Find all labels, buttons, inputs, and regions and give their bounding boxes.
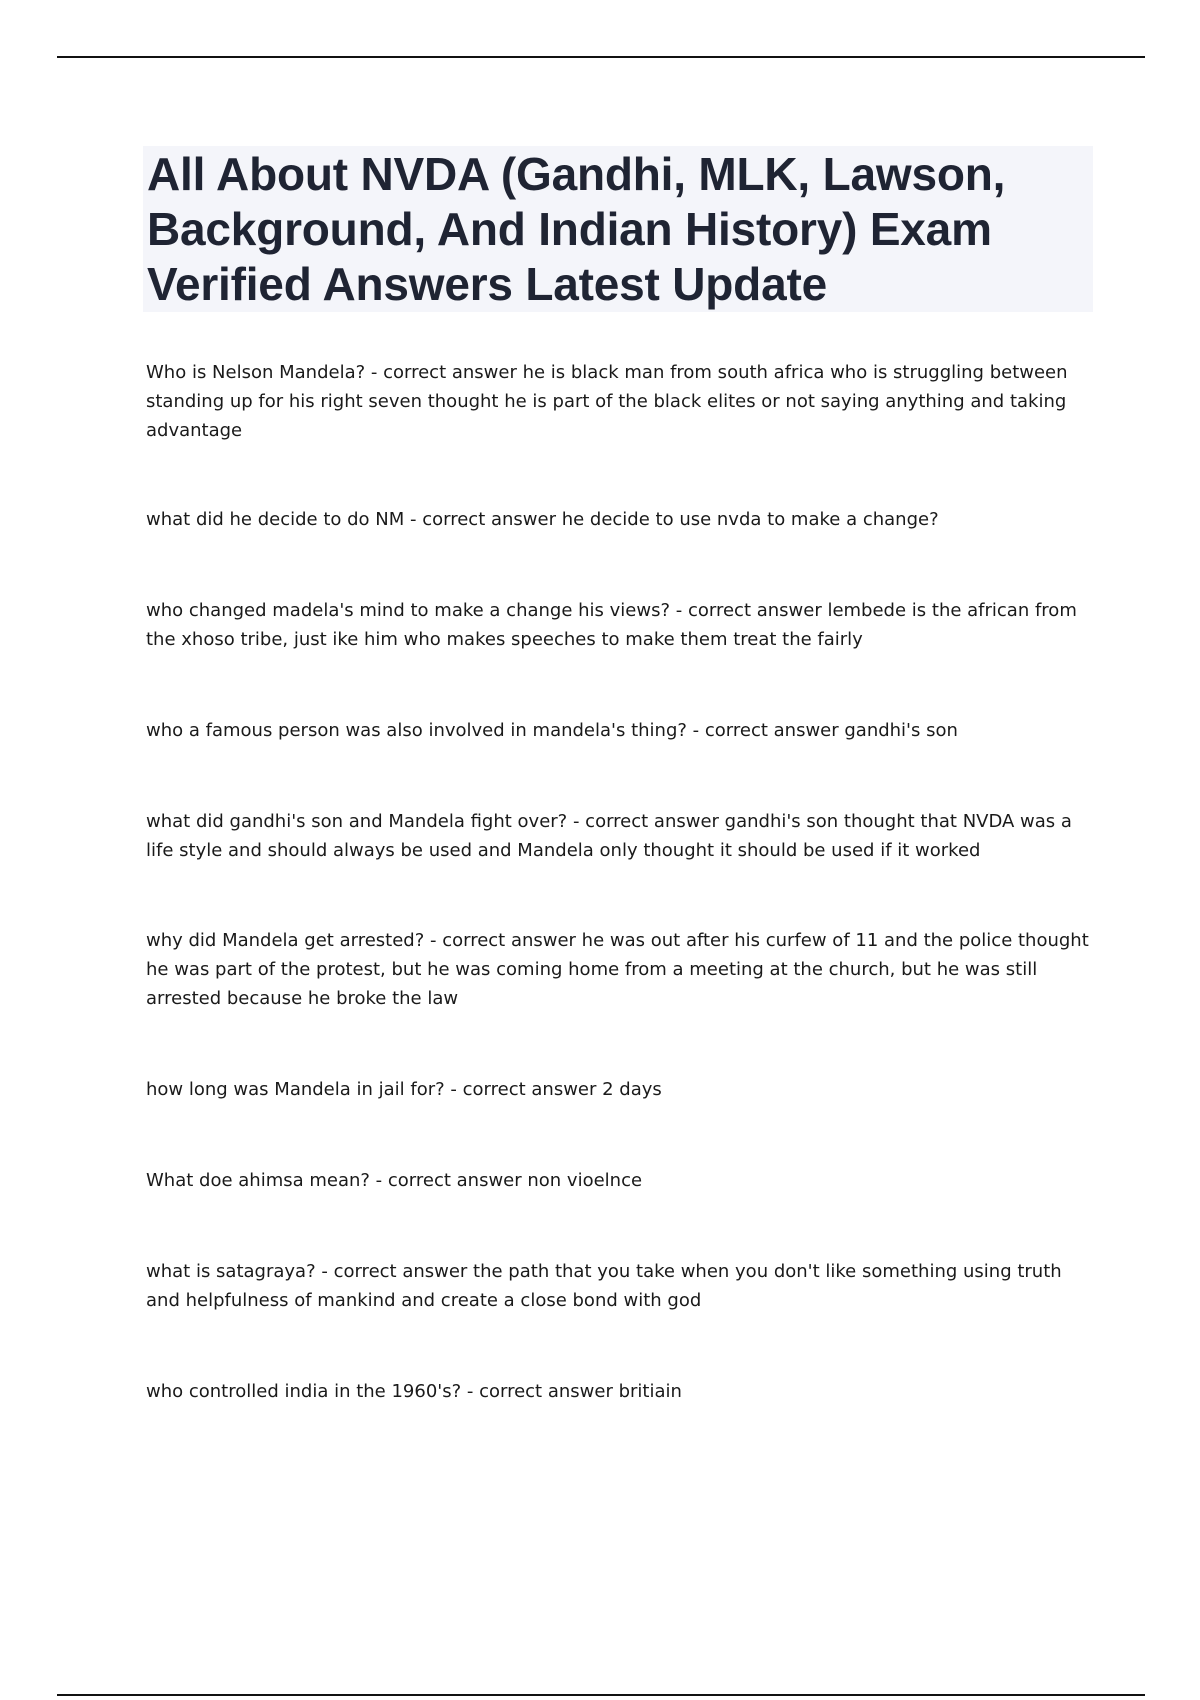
qa-item: What doe ahimsa mean? - correct answer non vioelnce xyxy=(146,1170,643,1191)
qa-item: who changed madela's mind to make a change his views? - correct answer lembede is the african from the xhoso tribe, just ike him who makes speeches to make them treat the fairly xyxy=(146,600,1077,650)
bottom-rule xyxy=(57,1694,1145,1696)
title-block xyxy=(143,146,1093,312)
qa-item: who a famous person was also involved in mandela's thing? - correct answer gandhi's son xyxy=(146,720,958,741)
qa-item: why did Mandela get arrested? - correct answer he was out after his curfew of 11 and the police thought he was part of the protest, but he was coming home from a meeting at the church, but he was still arrested because he broke the law xyxy=(146,930,1089,1009)
qa-item: how long was Mandela in jail for? - correct answer 2 days xyxy=(146,1079,662,1100)
qa-item: what did gandhi's son and Mandela fight over? - correct answer gandhi's son thought that NVDA was a life style and should always be used and Mandela only thought it should be used if it worked xyxy=(146,811,1072,861)
qa-item: who controlled india in the 1960's? - correct answer britiain xyxy=(146,1381,682,1402)
qa-item: what is satagraya? - correct answer the path that you take when you don't like something using truth and helpfulness of mankind and create a close bond with god xyxy=(146,1261,1062,1311)
qa-item: what did he decide to do NM - correct answer he decide to use nvda to make a change? xyxy=(146,509,939,530)
top-rule xyxy=(57,56,1145,58)
qa-item: Who is Nelson Mandela? - correct answer he is black man from south africa who is struggling between standing up for his right seven thought he is part of the black elites or not saying anything and taking advantage xyxy=(146,362,1068,441)
document-title: All About NVDA (Gandhi, MLK, Lawson, Background, And Indian History) Exam Verified Answers Latest Update xyxy=(147,148,1006,310)
